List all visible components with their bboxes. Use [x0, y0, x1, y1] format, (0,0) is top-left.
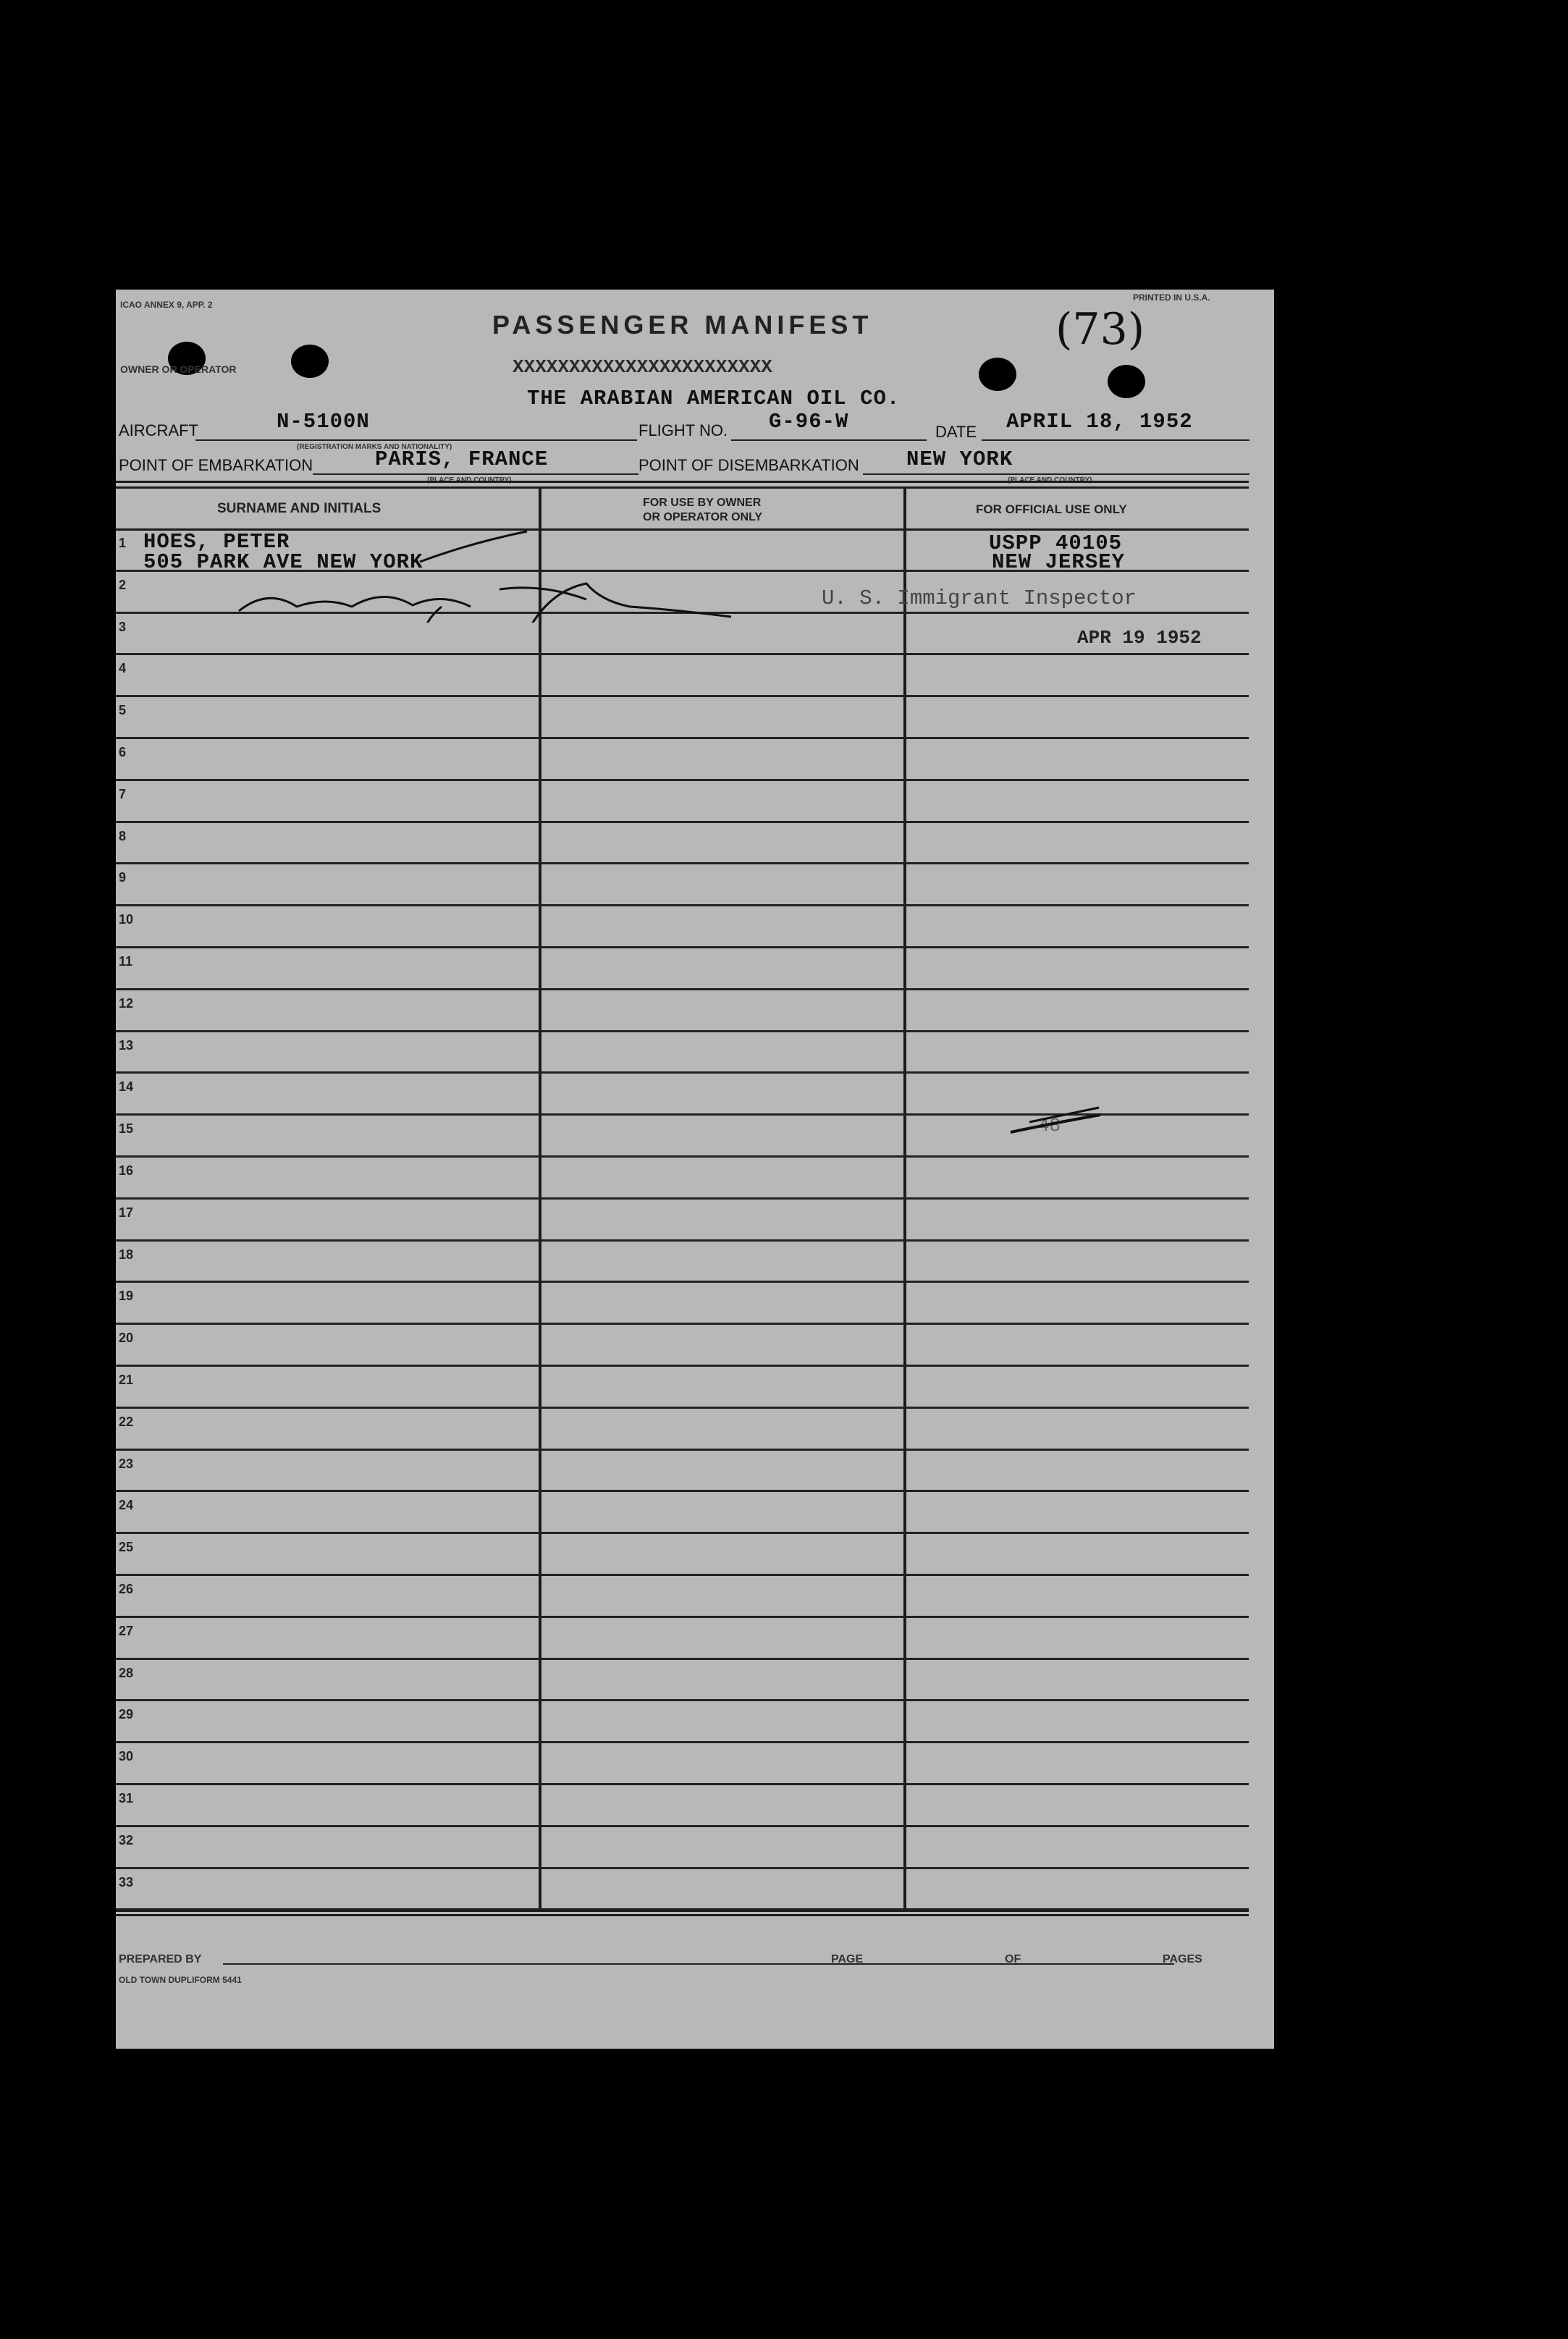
row-rule [116, 946, 1249, 948]
row-number: 12 [119, 995, 134, 1011]
row-rule [116, 1239, 1249, 1242]
row-number: 5 [119, 703, 127, 718]
row-rule [116, 737, 1249, 739]
row-rule [116, 1867, 1249, 1869]
row-number: 33 [119, 1874, 134, 1889]
prepared-by-line [223, 1963, 901, 1965]
printed-in: PRINTED IN U.S.A. [1133, 292, 1210, 303]
row-number: 25 [119, 1540, 134, 1555]
aircraft-value: N-5100N [277, 410, 370, 434]
page-reference: (73) [1055, 304, 1145, 355]
row-number: 17 [119, 1205, 134, 1220]
row-number: 20 [119, 1331, 134, 1346]
table-top-rule-2 [116, 486, 1249, 489]
row-rule [116, 1071, 1249, 1074]
row-number: 31 [119, 1791, 134, 1805]
row-rule [116, 821, 1249, 823]
row-number: 1 [119, 536, 127, 550]
row-number: 14 [119, 1079, 134, 1095]
disembarkation-underline [863, 473, 1249, 475]
row-rule [116, 1323, 1249, 1325]
owner-value: THE ARABIAN AMERICAN OIL CO. [527, 387, 901, 410]
row-number: 21 [119, 1373, 134, 1387]
row-number: 30 [119, 1749, 134, 1764]
row-number: 10 [119, 912, 134, 927]
row-number: 24 [119, 1498, 134, 1513]
row-number: 3 [119, 619, 127, 634]
row-number: 7 [119, 786, 127, 801]
embarkation-value: PARIS, FRANCE [375, 447, 549, 471]
row-rule [116, 904, 1249, 906]
row-number: 6 [119, 745, 127, 759]
row-rule [116, 1281, 1249, 1283]
row-number: 15 [119, 1121, 134, 1137]
row-number: 32 [119, 1832, 134, 1847]
row-rule [116, 1825, 1249, 1827]
row-number: 2 [119, 577, 127, 592]
row-number: 16 [119, 1163, 134, 1178]
official-use-header: FOR OFFICIAL USE ONLY [976, 502, 1127, 516]
row-rule [116, 988, 1249, 990]
prepared-by-label: PREPARED BY [119, 1953, 202, 1965]
handwritten-annotation [224, 521, 861, 623]
strike-mark [1008, 1103, 1109, 1139]
owner-use-header-line2: OR OPERATOR ONLY [643, 511, 763, 523]
table-top-rule [116, 481, 1249, 483]
row-rule [116, 695, 1249, 697]
embarkation-label: POINT OF EMBARKATION [119, 456, 313, 474]
disembarkation-label: POINT OF DISEMBARKATION [638, 456, 859, 474]
row-number: 4 [119, 661, 127, 676]
inspector-stamp: U. S. Immigrant Inspector [822, 586, 1137, 610]
punch-hole [291, 345, 329, 378]
row-rule [116, 1574, 1249, 1576]
surname-column-header: SURNAME AND INITIALS [217, 501, 382, 516]
row-rule [116, 1449, 1249, 1451]
form-title: PASSENGER MANIFEST [492, 310, 873, 340]
date-label: DATE [935, 423, 977, 441]
row-rule [116, 1407, 1249, 1409]
row-number: 29 [119, 1707, 134, 1722]
row-rule [116, 1658, 1249, 1660]
flight-number-underline [731, 439, 927, 441]
printer-imprint: OLD TOWN DUPLIFORM 5441 [119, 1975, 242, 1985]
row-number: 22 [119, 1414, 134, 1429]
row-rule [116, 1365, 1249, 1367]
passenger-name: HOES, PETER [143, 530, 290, 554]
row-number: 28 [119, 1665, 134, 1680]
row-rule [116, 653, 1249, 655]
row-number: 13 [119, 1037, 134, 1053]
row-rule [116, 1616, 1249, 1618]
row-rule [116, 862, 1249, 864]
of-line [1025, 1963, 1174, 1965]
row-rule [116, 1699, 1249, 1701]
aircraft-sublabel: (REGISTRATION MARKS AND NATIONALITY) [297, 443, 452, 451]
owner-label: OWNER OR OPERATOR [120, 363, 237, 375]
of-label: OF [1005, 1953, 1021, 1965]
footer-rule [116, 1910, 1249, 1912]
date-stamp: APR 19 1952 [1077, 627, 1202, 649]
row-number: 19 [119, 1289, 134, 1304]
row-number: 23 [119, 1456, 134, 1471]
embarkation-underline [313, 473, 638, 475]
footer-rule-2 [116, 1914, 1249, 1916]
official-entry-line2: NEW JERSEY [992, 550, 1126, 574]
row-number: 8 [119, 828, 127, 843]
form-code: ICAO ANNEX 9, APP. 2 [120, 300, 213, 310]
owner-use-header-line1: FOR USE BY OWNER [643, 497, 762, 509]
owner-struck-text: XXXXXXXXXXXXXXXXXXXXXXX [513, 356, 772, 378]
pages-label: PAGES [1163, 1953, 1202, 1965]
row-rule [116, 1741, 1249, 1743]
punch-hole [1108, 365, 1145, 398]
flight-number-label: FLIGHT NO. [638, 421, 728, 439]
row-number: 11 [119, 954, 133, 969]
row-rule [116, 1030, 1249, 1032]
struck-number: 48 [1038, 1115, 1061, 1137]
date-underline [982, 439, 1249, 441]
row-number: 26 [119, 1582, 134, 1596]
flight-number-value: G-96-W [769, 410, 849, 434]
aircraft-underline [195, 439, 637, 441]
row-rule [116, 1155, 1249, 1158]
row-rule [116, 1197, 1249, 1200]
date-value: APRIL 18, 1952 [1006, 410, 1193, 434]
row-number: 27 [119, 1623, 134, 1638]
row-rule [116, 1490, 1249, 1492]
manifest-sheet [116, 290, 1274, 2049]
row-rule [116, 1532, 1249, 1534]
page-label: PAGE [831, 1953, 864, 1965]
row-number: 18 [119, 1247, 134, 1262]
row-number: 9 [119, 870, 127, 885]
official-entry-line1: USPP 40105 [989, 531, 1123, 555]
row-rule [116, 1783, 1249, 1785]
row-rule [116, 779, 1249, 781]
passenger-address: 505 PARK AVE NEW YORK [143, 550, 423, 574]
punch-hole [979, 358, 1016, 391]
disembarkation-value: NEW YORK [906, 447, 1013, 471]
aircraft-label: AIRCRAFT [119, 421, 198, 439]
